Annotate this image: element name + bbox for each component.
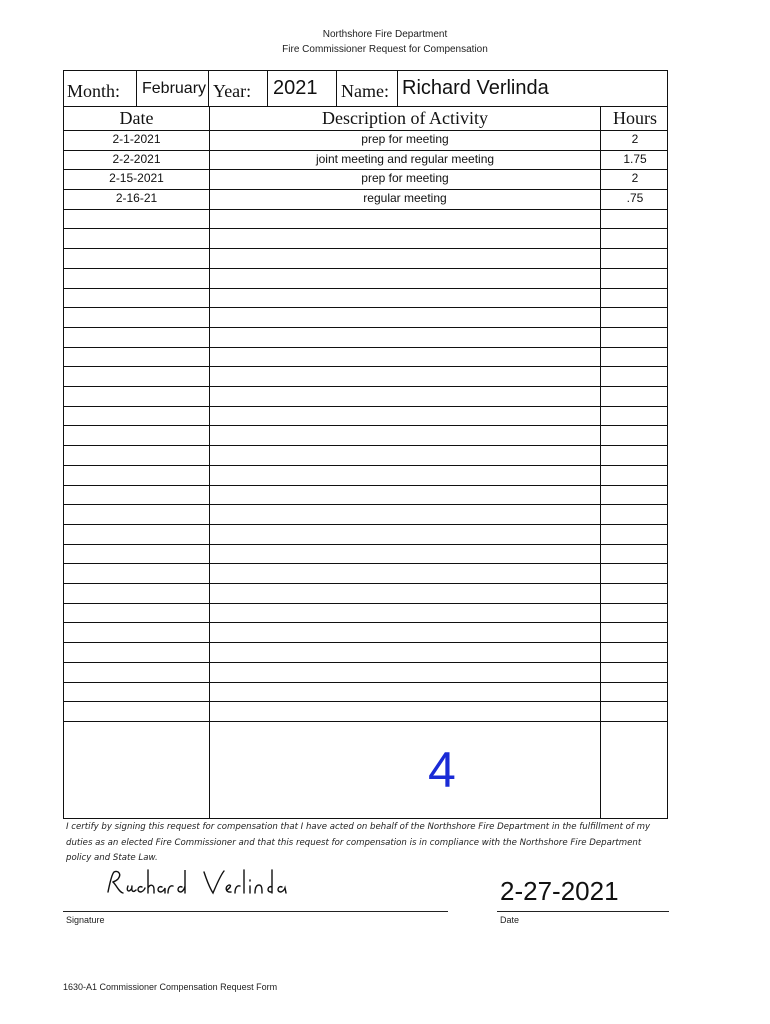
table-row xyxy=(64,721,667,741)
date-line xyxy=(497,911,669,912)
hours-cell[interactable]: 1.75 xyxy=(623,151,647,166)
table-row xyxy=(64,544,667,565)
hours-cell[interactable]: 2 xyxy=(631,132,639,146)
table-row xyxy=(64,623,667,644)
department-name: Northshore Fire Department xyxy=(322,29,448,40)
name-field[interactable]: Richard Verlinda xyxy=(402,77,549,99)
table-row xyxy=(64,662,667,683)
table-row xyxy=(64,209,667,230)
table-row xyxy=(64,366,667,387)
handwritten-total: 4 xyxy=(428,742,456,798)
column-header-date: Date xyxy=(119,108,154,128)
table-row xyxy=(64,426,667,447)
table-row xyxy=(64,504,667,525)
month-field[interactable]: February xyxy=(142,80,207,97)
description-cell[interactable]: regular meeting xyxy=(363,191,447,206)
date-cell[interactable]: 2-16-21 xyxy=(115,191,158,206)
certification-statement: I certify by signing this request for compensation that I have acted on behalf of the Northshore Fire Department in the fulfillment of my duties as an elected Fire Commissioner and that this request for compensation is in compliance with the Northshore Fire Department policy and State Law. xyxy=(66,822,651,863)
table-row xyxy=(64,524,667,545)
signature-label: Signature xyxy=(66,915,105,925)
table-row xyxy=(64,169,667,190)
table-row xyxy=(64,130,667,151)
hours-cell[interactable]: 2 xyxy=(631,171,639,186)
year-field[interactable]: 2021 xyxy=(273,77,318,99)
table-row xyxy=(64,150,667,171)
table-row xyxy=(64,682,667,703)
table-row xyxy=(64,485,667,506)
column-header-description: Description of Activity xyxy=(322,108,488,128)
form-title: Fire Commissioner Request for Compensation xyxy=(282,44,488,55)
description-cell[interactable]: prep for meeting xyxy=(361,132,449,146)
table-row xyxy=(64,189,667,210)
table-row xyxy=(64,268,667,289)
table-row xyxy=(64,307,667,328)
date-cell[interactable]: 2-1-2021 xyxy=(112,132,161,146)
table-row xyxy=(64,288,667,309)
signed-date[interactable]: 2-27-2021 xyxy=(500,876,619,906)
table-row xyxy=(64,603,667,624)
form-id: 1630-A1 Commissioner Compensation Request Form xyxy=(63,982,278,992)
table-row xyxy=(64,229,667,250)
date-cell[interactable]: 2-15-2021 xyxy=(109,171,164,186)
compensation-form xyxy=(63,70,668,819)
table-row xyxy=(64,701,667,722)
date-label: Date xyxy=(500,915,520,925)
table-row xyxy=(64,583,667,604)
table-row xyxy=(64,248,667,269)
table-row xyxy=(64,386,667,407)
table-row xyxy=(64,465,667,486)
description-cell[interactable]: joint meeting and regular meeting xyxy=(315,151,495,166)
hours-cell[interactable]: .75 xyxy=(626,191,644,206)
date-cell[interactable]: 2-2-2021 xyxy=(112,151,161,166)
table-row xyxy=(64,327,667,348)
description-cell[interactable]: prep for meeting xyxy=(361,171,449,186)
table-row xyxy=(64,406,667,427)
month-label: Month: xyxy=(67,81,121,101)
signature-line xyxy=(63,911,448,912)
table-row xyxy=(64,642,667,663)
name-label: Name: xyxy=(341,81,389,101)
table-row xyxy=(64,347,667,368)
signature-image xyxy=(104,866,304,900)
table-row xyxy=(64,445,667,466)
column-header-hours: Hours xyxy=(613,108,657,128)
table-row xyxy=(64,563,667,584)
year-label: Year: xyxy=(213,81,252,101)
